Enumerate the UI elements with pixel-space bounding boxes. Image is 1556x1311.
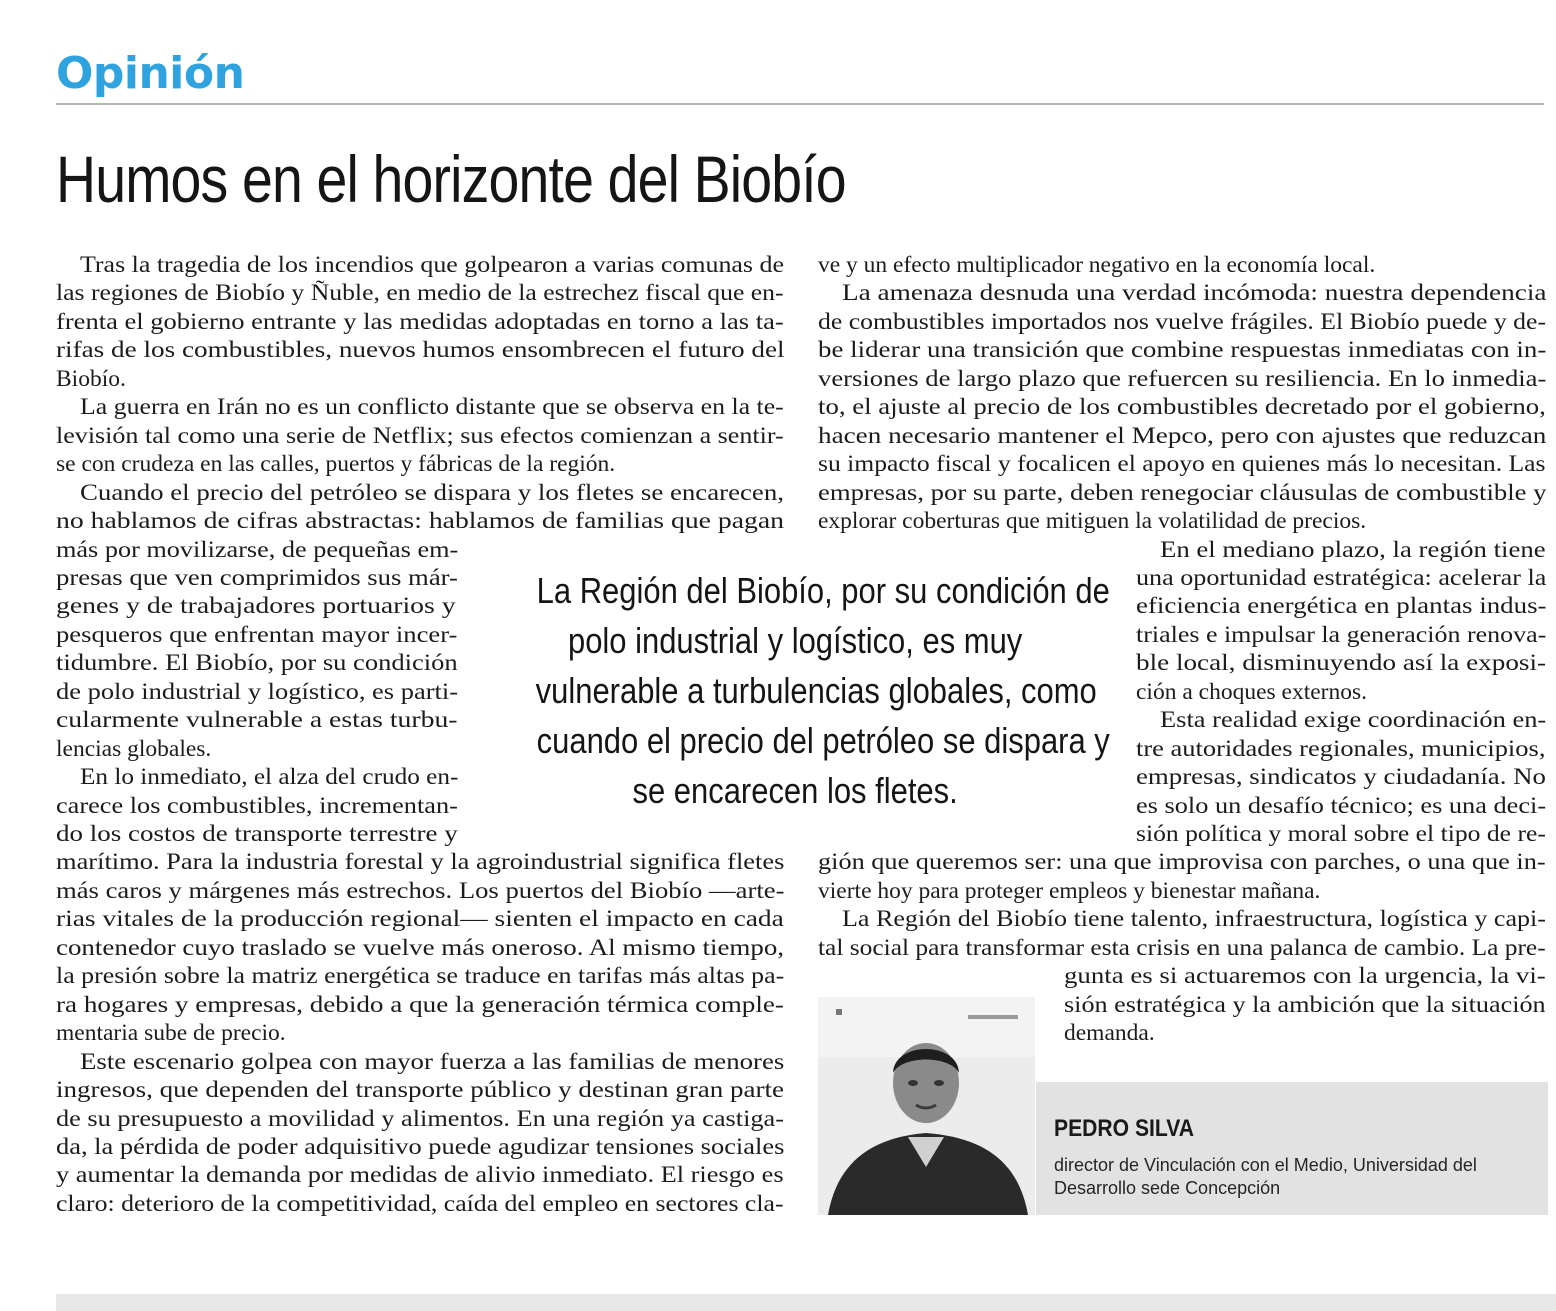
article-line: empresas, sindicatos y ciudadanía. No (1136, 764, 1546, 791)
article-line: La amenaza desnuda una verdad incómoda: nuestra dependencia (842, 280, 1547, 307)
article-line: En lo inmediato, el alza del crudo en- (80, 764, 459, 791)
author-role: director de Vinculación con el Medio, Universidad del Desarrollo sede Concepción (1054, 1155, 1477, 1198)
article-line: eficiencia energética en plantas indus- (1136, 593, 1547, 620)
article-line: Este escenario golpea con mayor fuerza a las familias de menores (80, 1048, 785, 1075)
pull-quote-text: se encarecen los fletes. (632, 770, 958, 811)
article-line: versiones de largo plazo que refuercen su resiliencia. En lo inmedia- (818, 365, 1547, 392)
pull-quote-line (490, 616, 1100, 666)
article-line: frenta el gobierno entrante y las medidas adoptadas en torno a las ta- (56, 308, 784, 335)
article-line: la presión sobre la matriz energética se traduce en tarifas más altas pa- (56, 963, 785, 990)
article-line: Biobío. (56, 365, 126, 392)
article-line: tidumbre. El Biobío, por su condición (56, 650, 458, 677)
article-line: gión que queremos ser: una que improvisa con parches, o una que in- (818, 849, 1546, 876)
pull-quote-line (490, 766, 1100, 816)
article-line: Cuando el precio del petróleo se dispara y los fletes se encarecen, (80, 479, 784, 506)
footer-band (56, 1294, 1556, 1311)
article-line: do los costos de transporte terrestre y (56, 821, 458, 847)
article-line: triales e impulsar la generación renova- (1136, 621, 1547, 648)
article-line: hacen necesario mantener el Mepco, pero con ajustes que reduzcan (818, 422, 1547, 449)
pull-quote-text: polo industrial y logístico, es muy (567, 620, 1023, 661)
article-line: más caros y márgenes más estrechos. Los puertos del Biobío —arte- (56, 877, 785, 904)
article-line: las regiones de Biobío y Ñuble, en medio de la estrechez fiscal que en- (56, 280, 784, 307)
section-rule (56, 103, 1544, 105)
article-line: vierte hoy para proteger empleos y bienestar mañana. (818, 877, 1321, 904)
article-line: rifas de los combustibles, nuevos humos ensombrecen el futuro del (56, 337, 785, 364)
article-line: levisión tal como una serie de Netflix; sus efectos comienzan a sentir- (56, 422, 784, 449)
article-line: demanda. (1064, 1020, 1155, 1047)
article-line: no hablamos de cifras abstractas: hablamos de familias que pagan (56, 508, 784, 535)
article-line: lencias globales. (56, 735, 212, 762)
pull-quote-line (490, 716, 1110, 766)
author-name: PEDRO SILVA (1054, 1115, 1195, 1142)
article-line: de combustibles importados nos vuelve frágiles. El Biobío puede y de- (818, 308, 1547, 335)
section-title: Opinión (56, 48, 245, 99)
article-line: ra hogares y empresas, debido a que la generación térmica comple- (56, 991, 784, 1018)
pull-quote-line (490, 666, 1100, 716)
article-line: mentaria sube de precio. (56, 1020, 286, 1047)
article-line: ción a choques externos. (1136, 678, 1368, 705)
article-line: Tras la tragedia de los incendios que golpearon a varias comunas de (80, 252, 784, 278)
article-line: En el mediano plazo, la región tiene (1160, 536, 1546, 563)
article-line: marítimo. Para la industria forestal y la agroindustrial significa fletes (56, 849, 785, 876)
article-line: cularmente vulnerable a estas turbu- (56, 707, 458, 734)
article-line: La Región del Biobío tiene talento, infraestructura, logística y capi- (842, 906, 1546, 933)
article-line: rias vitales de la producción regional— sienten el impacto en cada (56, 906, 784, 933)
article-line: tre autoridades regionales, municipios, (1136, 735, 1546, 762)
article-line: carece los combustibles, incrementan- (56, 792, 458, 819)
article-line: sión estratégica y la ambición que la situación (1064, 991, 1546, 1018)
article-line: to, el ajuste al precio de los combustibles decretado por el gobierno, (818, 394, 1546, 421)
pull-quote-text: cuando el precio del petróleo se dispara y (536, 720, 1110, 761)
article-line: su impacto fiscal y focalicen el apoyo en quienes más lo necesitan. Las (818, 451, 1546, 478)
pull-quote-text: vulnerable a turbulencias globales, como (535, 670, 1097, 711)
author-photo (818, 997, 1035, 1215)
pull-quote-line (490, 566, 1110, 616)
article-line: de su presupuesto a movilidad y alimentos. En una región ya castiga- (56, 1105, 785, 1132)
pull-quote (490, 566, 1110, 816)
article-line: pesqueros que enfrentan mayor incer- (56, 621, 458, 648)
article-line: presas que ven comprimidos sus már- (56, 564, 458, 591)
article-line: da, la pérdida de poder adquisitivo puede agudizar tensiones sociales (56, 1133, 785, 1160)
article-line: empresas, por su parte, deben renegociar cláusulas de combustible y (818, 479, 1547, 506)
article-line: La guerra en Irán no es un conflicto distante que se observa en la te- (80, 394, 784, 421)
article-line: ingresos, que dependen del transporte público y destinan gran parte (56, 1077, 785, 1104)
article-line: be liderar una transición que combine respuestas inmediatas con in- (818, 337, 1547, 364)
article-line: ble local, disminuyendo así la exposi- (1136, 650, 1547, 677)
article-line: una oportunidad estratégica: acelerar la (1136, 564, 1547, 591)
article-line: claro: deterioro de la competitividad, caída del empleo en sectores cla- (56, 1190, 784, 1217)
article-line: se con crudeza en las calles, puertos y fábricas de la región. (56, 451, 616, 478)
article-line: más por movilizarse, de pequeñas em- (56, 536, 459, 563)
article-line: gunta es si actuaremos con la urgencia, la vi- (1064, 963, 1546, 990)
article-line: ve y un efecto multiplicador negativo en la economía local. (818, 252, 1376, 278)
article-line: sión política y moral sobre el tipo de re- (1136, 821, 1546, 847)
article-line: tal social para transformar esta crisis en una palanca de cambio. La pre- (818, 934, 1546, 961)
article-line: genes y de trabajadores portuarios y (56, 593, 456, 620)
article-line: es solo un desafío técnico; es una deci- (1136, 792, 1547, 819)
headline: Humos en el horizonte del Biobío (56, 142, 846, 216)
article-line: explorar coberturas que mitiguen la volatilidad de precios. (818, 508, 1367, 535)
article-line: y aumentar la demanda por medidas de alivio inmediato. El riesgo es (56, 1162, 784, 1189)
article-line: Esta realidad exige coordinación en- (1160, 707, 1547, 734)
article-line: contenedor cuyo traslado se vuelve más oneroso. Al mismo tiempo, (56, 934, 785, 961)
article-line: de polo industrial y logístico, es parti- (56, 678, 459, 705)
pull-quote-text: La Región del Biobío, por su condición de (536, 570, 1110, 611)
